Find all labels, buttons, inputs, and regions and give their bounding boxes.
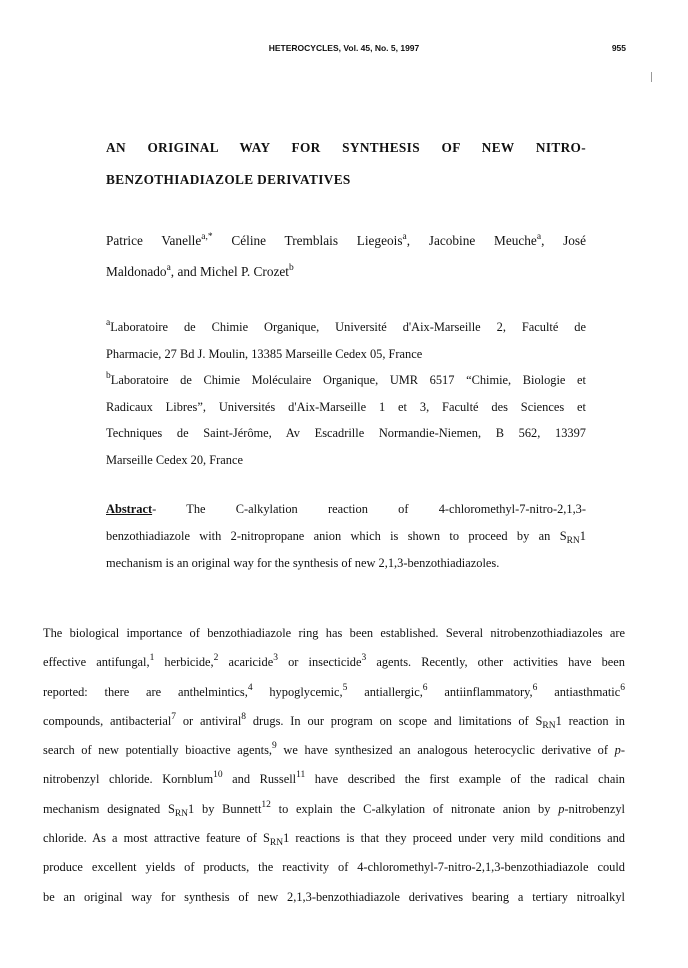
citation-ref: 7 (171, 711, 177, 722)
authors-line-1: Patrice Vanelle$^{a,*}$ Céline Tremblais Liegeois$^a$, Jacobine Meuche$^a$, José (106, 232, 587, 248)
running-header (0, 43, 688, 59)
citation-ref: 12 (261, 799, 271, 810)
authors-line-2 (106, 256, 586, 287)
body-line: produce excellent yields of products, the reactivity of 4-chloromethyl-7-nitro-2,1,3-benzothiadiazole could (43, 860, 625, 875)
author-affiliation-mark: a (536, 232, 542, 242)
affiliation-mark: a (106, 318, 111, 328)
author-affiliation-mark: b (288, 263, 294, 273)
affiliations (106, 314, 586, 473)
affiliation-b-line-3: Techniques de Saint-Jérôme, Av Escadrille Normandie-Niemen, B 562, 13397 (106, 426, 586, 440)
paper-title (106, 132, 586, 196)
citation-ref: 5 (342, 682, 348, 693)
affiliation-b-line-4: Marseille Cedex 20, France (106, 452, 243, 467)
author-affiliation-mark: a (166, 263, 171, 273)
affiliation-b-line-2: Radicaux Libres”, Universités d'Aix-Marseille 1 et 3, Faculté des Sciences et (106, 399, 586, 414)
body-line: nitrobenzyl chloride. Kornblum$^{10}$ and Russell$^{11}$ have described the first example of the radical chain (43, 770, 625, 787)
citation-ref: 3 (361, 653, 367, 664)
citation-ref: 2 (213, 653, 219, 664)
body-line: mechanism designated $S_{RN}1$ by Bunnett$^{12}$ to explain the C-alkylation of nitronate anion by p-nitrobenzyl (43, 799, 625, 819)
citation-ref: 6 (532, 682, 538, 693)
author-list (106, 225, 586, 287)
affiliation-a-line-2: Pharmacie, 27 Bd J. Moulin, 13385 Marseille Cedex 05, France (106, 346, 423, 361)
author-name: Patrice Vanelle (106, 233, 202, 248)
citation-ref: 10 (213, 770, 223, 781)
body-line: chloride. As a most attractive feature of $S_{RN}1$ reactions is that they proceed under very mild conditions and (43, 831, 625, 849)
body-line: compounds, antibacterial$^7$ or antiviral$^8$ drugs. In our program on scope and limitations of $S_{RN}1$ reaction in (43, 711, 625, 731)
body-line: be an original way for synthesis of new 2,1,3-benzothiadiazole derivatives bearing a tertiary nitroalkyl (43, 889, 625, 904)
scan-mark (651, 72, 652, 82)
author-name: , and Michel P. Crozet (170, 264, 289, 279)
body-line: search of new potentially bioactive agents,$^9$ we have synthesized an analogous heterocyclic derivative of p- (43, 741, 625, 758)
abstract-line-2: benzothiadiazole with 2-nitropropane anion which is shown to proceed by an $S_{RN}1$ (106, 529, 586, 546)
affiliation-b-line-1: $^b$Laboratoire de Chimie Moléculaire Organique, UMR 6517 “Chimie, Biologie et (106, 371, 586, 387)
abstract-label: Abstract (106, 502, 153, 516)
body-text (43, 619, 625, 912)
affiliation-a-line-1: $^a$Laboratoire de Chimie Organique, Université d'Aix-Marseille 2, Faculté de (106, 318, 586, 334)
abstract-line-3: mechanism is an original way for the synthesis of new 2,1,3-benzothiadiazoles. (106, 556, 500, 570)
author-affiliation-mark: a (402, 232, 407, 242)
body-line: reported: there are anthelmintics,$^4$ hypoglycemic,$^5$ antiallergic,$^6$ antiinflammatory,$^6$ antiasthmatic$^6$ (43, 682, 626, 699)
title-line-2: BENZOTHIADIAZOLE DERIVATIVES (106, 172, 351, 187)
journal-citation: HETEROCYCLES, Vol. 45, No. 5, 1997 (268, 43, 420, 53)
author-affiliation-mark: a,* (201, 232, 213, 242)
abstract-line-1: Abstract- The C-alkylation reaction of 4-chloromethyl-7-nitro-2,1,3- (106, 502, 586, 516)
citation-ref: 4 (247, 682, 253, 693)
citation-ref: 6 (422, 682, 428, 693)
page-number: 955 (611, 43, 626, 53)
abstract (106, 496, 586, 577)
author-name: José (563, 233, 587, 248)
citation-ref: 11 (296, 770, 306, 781)
citation-ref: 9 (272, 741, 277, 752)
author-name: Jacobine Meuche (428, 233, 537, 248)
author-name: Maldonado (106, 264, 167, 279)
citation-ref: 1 (149, 653, 155, 664)
body-line: effective antifungal,$^1$ herbicide,$^2$ acaricide$^3$ or insecticide$^3$ agents. Recently, other activities have been (43, 653, 625, 670)
body-line: The biological importance of benzothiadiazole ring has been established. Several nitrobenzothiadiazoles are (43, 626, 625, 640)
citation-ref: 8 (241, 711, 247, 722)
affiliation-mark: b (106, 371, 111, 381)
author-name: Céline Tremblais Liegeois (231, 233, 403, 248)
citation-ref: 6 (620, 682, 626, 693)
citation-ref: 3 (273, 653, 278, 664)
title-line-1: AN ORIGINAL WAY FOR SYNTHESIS OF NEW NITRO- (106, 140, 586, 155)
